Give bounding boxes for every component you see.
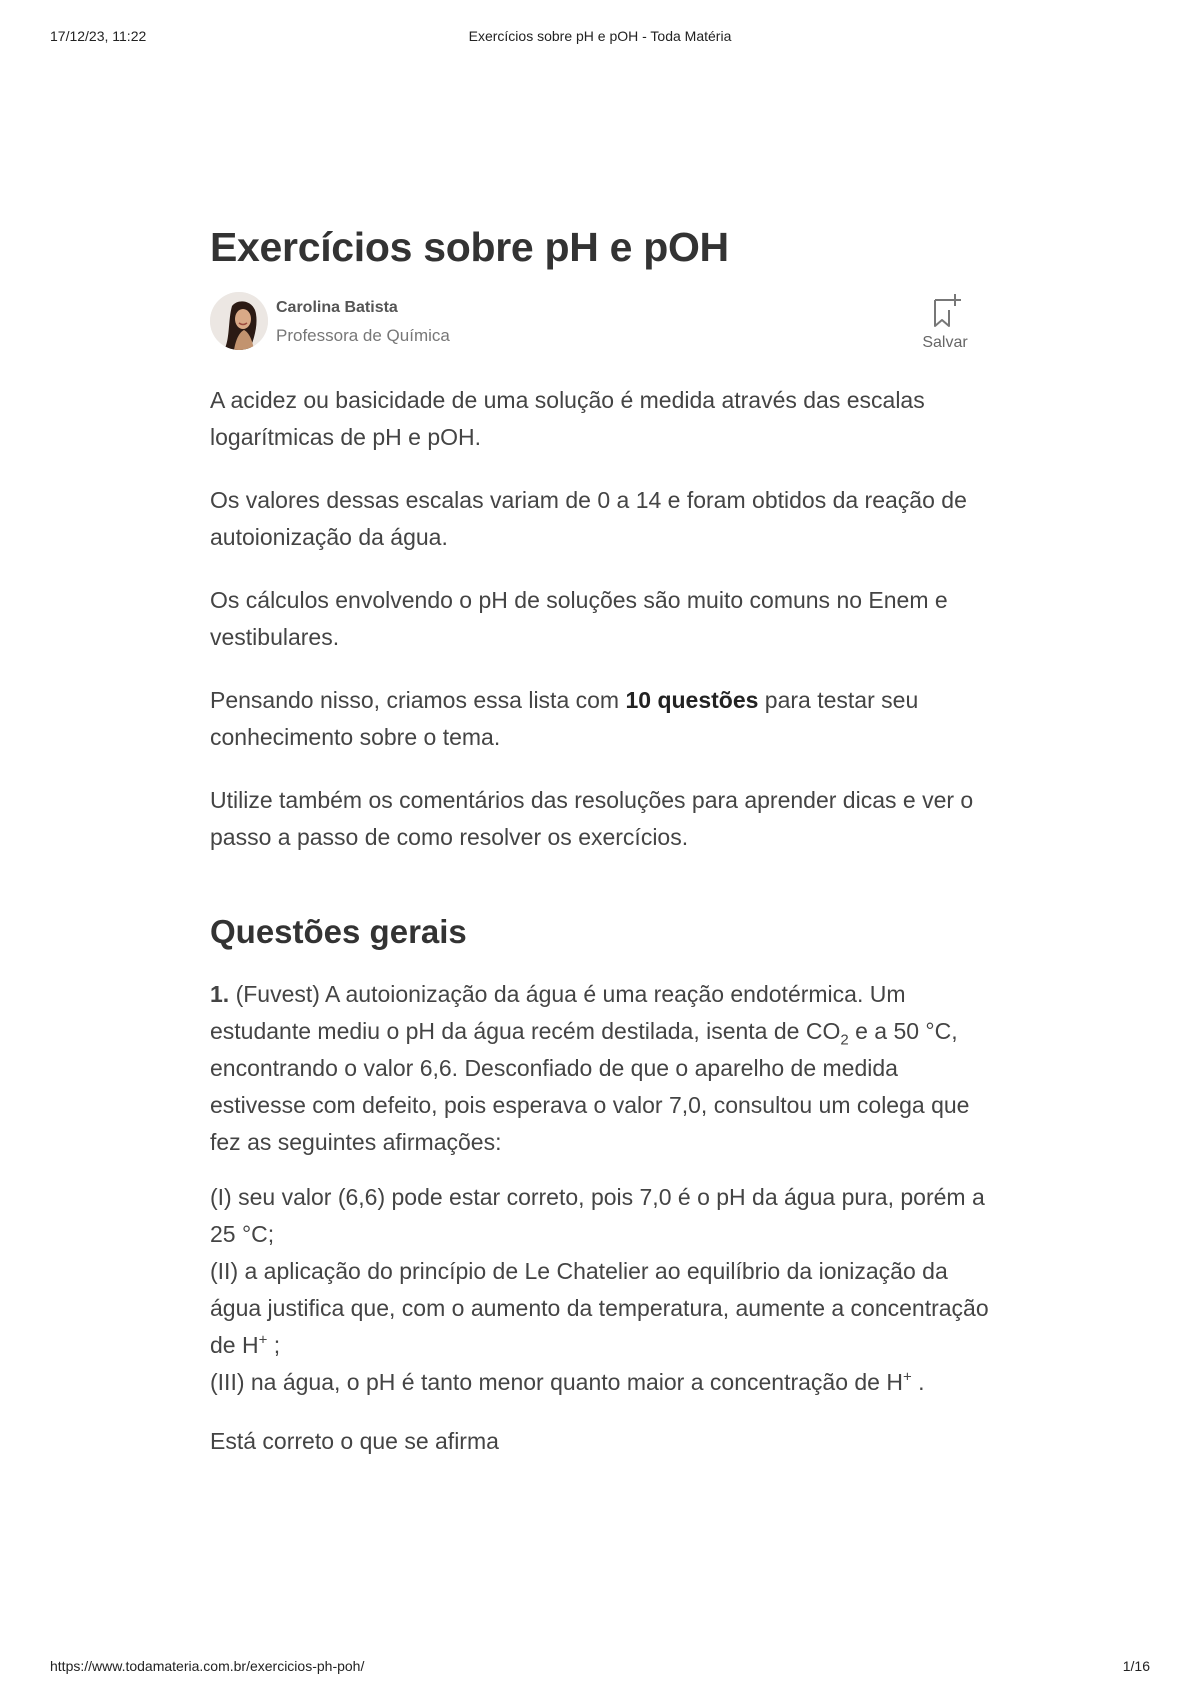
affirmation-2: (II) a aplicação do princípio de Le Chatelier ao equilíbrio da ionização da água justifica que, com o aumento da temperatura, aumente a concentração de H <box>210 1258 989 1358</box>
print-date: 17/12/23, 11:22 <box>50 28 147 44</box>
save-button[interactable] <box>910 292 980 364</box>
affirmation-3-end: . <box>911 1369 925 1395</box>
intro-text: Pensando nisso, criamos essa lista com <box>210 687 626 713</box>
intro-paragraph <box>210 682 1000 756</box>
question-affirmations <box>210 1179 1000 1401</box>
article-intro <box>210 382 1000 856</box>
superscript: + <box>258 1331 268 1349</box>
intro-paragraph: A acidez ou basicidade de uma solução é medida através das escalas logarítmicas de pH e pOH. <box>210 387 925 450</box>
affirmation-3: (III) na água, o pH é tanto menor quanto maior a concentração de H <box>210 1369 903 1395</box>
affirmation-1: (I) seu valor (6,6) pode estar correto, pois 7,0 é o pH da água pura, porém a 25 °C; <box>210 1184 985 1247</box>
question-text: (Fuvest) A autoionização da água é uma reação endotérmica. Um estudante mediu o pH da água recém destilada, isenta de CO <box>210 981 906 1044</box>
section-heading: Questões gerais <box>210 913 467 950</box>
intro-paragraph: Os cálculos envolvendo o pH de soluções são muito comuns no Enem e vestibulares. <box>210 587 948 650</box>
question-text: e a 50 °C, encontrando o valor 6,6. Desconfiado de que o aparelho de medida estivesse com defeito, pois esperava o valor 7,0, consultou um colega que fez as seguintes afirmações: <box>210 1018 970 1155</box>
intro-text: para testar seu conhecimento sobre o tema. <box>210 687 919 750</box>
print-footer <box>0 1658 1200 1680</box>
intro-bold-count: 10 questões <box>625 687 759 713</box>
author-role: Professora de Química <box>276 326 450 345</box>
article-title: Exercícios sobre pH e pOH <box>210 224 729 270</box>
print-header <box>0 28 1200 50</box>
page-number: 1/16 <box>1122 1658 1150 1674</box>
question-number: 1. <box>210 981 230 1007</box>
intro-paragraph: Os valores dessas escalas variam de 0 a 14 e foram obtidos da reação de autoionização da água. <box>210 487 967 550</box>
print-page-title: Exercícios sobre pH e pOH - Toda Matéria <box>468 28 732 44</box>
save-label: Salvar <box>922 334 968 351</box>
superscript: + <box>902 1368 912 1386</box>
bookmark-add-icon <box>927 292 963 332</box>
author-avatar[interactable] <box>210 292 268 350</box>
article <box>210 222 1000 1478</box>
question-prompt: Está correto o que se afirma <box>210 1428 499 1454</box>
author-name[interactable]: Carolina Batista <box>276 299 398 316</box>
affirmation-2-end: ; <box>267 1332 281 1358</box>
author-photo-icon <box>210 292 268 350</box>
print-url[interactable]: https://www.todamateria.com.br/exercicios-ph-poh/ <box>50 1658 365 1674</box>
subscript: 2 <box>840 1031 849 1049</box>
author-block <box>210 292 1000 372</box>
intro-paragraph: Utilize também os comentários das resoluções para aprender dicas e ver o passo a passo de como resolver os exercícios. <box>210 787 974 850</box>
question-1 <box>210 976 1000 1460</box>
question-statement <box>210 976 1000 1161</box>
